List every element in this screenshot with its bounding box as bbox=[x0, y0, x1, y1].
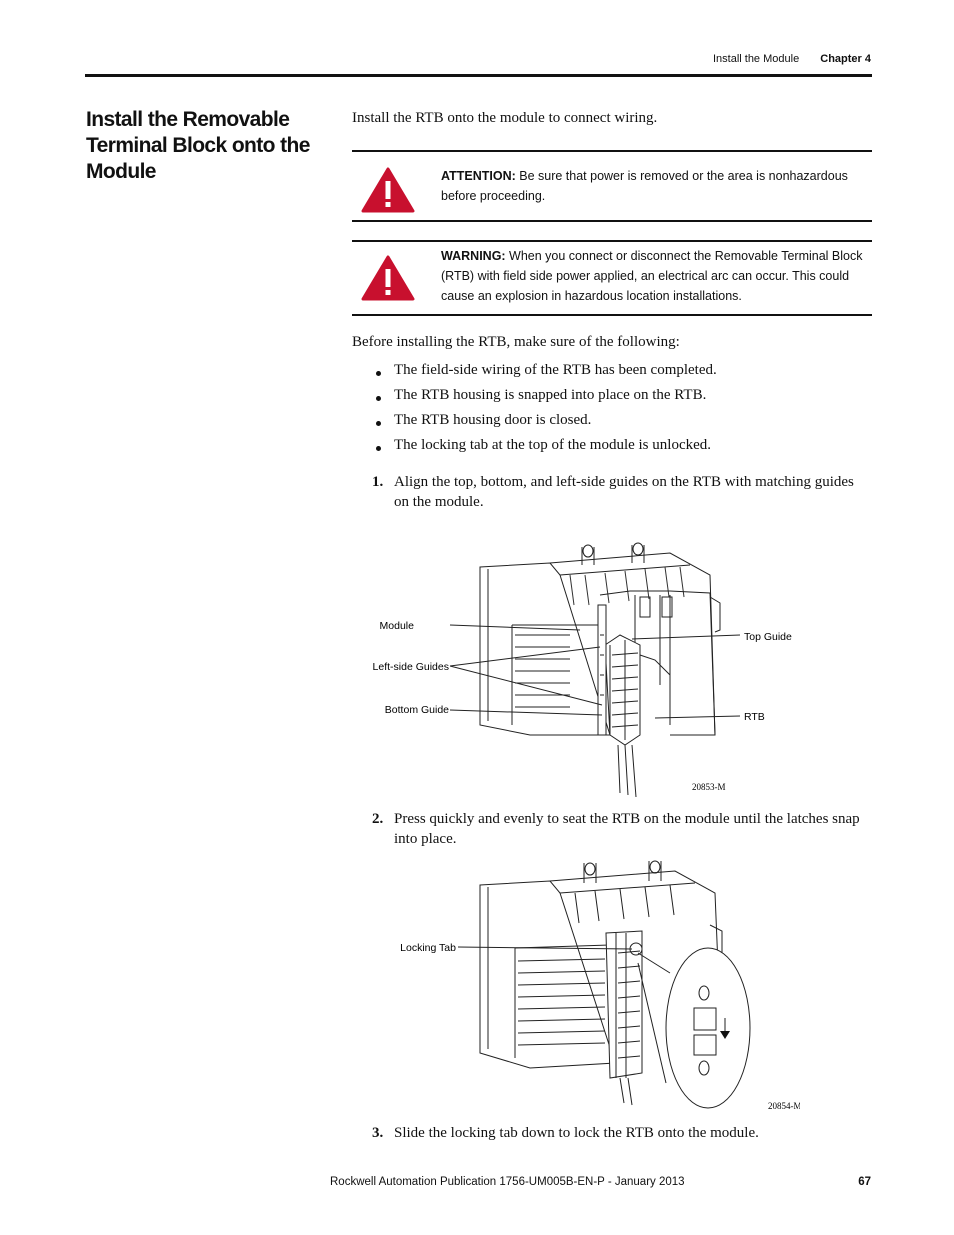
page-number: 67 bbox=[858, 1176, 871, 1188]
header-rule bbox=[85, 74, 872, 77]
warning-triangle-icon bbox=[360, 254, 416, 307]
figure-id: 20853-M bbox=[692, 782, 726, 792]
attention-label: ATTENTION: bbox=[441, 169, 516, 183]
warning-body: When you connect or disconnect the Removable Terminal Block (RTB) with field side power applied, an electrical arc can occur. This could cause an explosion in hazardous location installations. bbox=[441, 249, 863, 303]
attention-box bbox=[352, 150, 872, 222]
step-number: 1. bbox=[372, 474, 384, 490]
intro-text: Install the RTB onto the module to connect wiring. bbox=[352, 110, 658, 126]
label-bottom-guide: Bottom Guide bbox=[384, 704, 449, 716]
label-left-side-guides: Left-side Guides bbox=[372, 661, 449, 673]
attention-text bbox=[441, 166, 866, 206]
section-title: Install the Removable Terminal Block onto the Module bbox=[86, 108, 310, 183]
before-text: Before installing the RTB, make sure of the following: bbox=[352, 334, 680, 350]
figure-id: 20854-M bbox=[768, 1101, 800, 1111]
step-text: Align the top, bottom, and left-side guides on the RTB with matching guides on the module. bbox=[394, 474, 854, 510]
label-rtb: RTB bbox=[744, 711, 765, 723]
warning-text bbox=[441, 246, 866, 306]
running-header bbox=[695, 53, 871, 65]
label-locking-tab: Locking Tab bbox=[400, 942, 456, 954]
figure-rtb-alignment bbox=[370, 535, 800, 805]
step-1 bbox=[372, 472, 862, 512]
locking-tab-illustration bbox=[370, 853, 800, 1115]
warning-label: WARNING: bbox=[441, 249, 506, 263]
rtb-alignment-illustration bbox=[370, 535, 800, 800]
header-chapter: Chapter 4 bbox=[820, 53, 871, 65]
footer-publication: Rockwell Automation Publication 1756-UM005B-EN-P - January 2013 bbox=[330, 1176, 685, 1188]
step-number: 2. bbox=[372, 811, 384, 827]
attention-body: Be sure that power is removed or the area is nonhazardous before proceeding. bbox=[441, 169, 848, 203]
label-top-guide: Top Guide bbox=[744, 631, 792, 643]
step-text: Press quickly and evenly to seat the RTB on the module until the latches snap into place. bbox=[394, 811, 860, 847]
list-item: The RTB housing door is closed. bbox=[372, 412, 717, 437]
step-text: Slide the locking tab down to lock the RTB onto the module. bbox=[394, 1125, 759, 1141]
list-item: The field-side wiring of the RTB has been completed. bbox=[372, 362, 717, 387]
checklist bbox=[372, 362, 717, 462]
warning-box bbox=[352, 240, 872, 316]
list-item: The RTB housing is snapped into place on the RTB. bbox=[372, 387, 717, 412]
list-item: The locking tab at the top of the module is unlocked. bbox=[372, 437, 717, 462]
step-2 bbox=[372, 809, 862, 849]
step-3 bbox=[372, 1123, 862, 1143]
header-section: Install the Module bbox=[712, 53, 800, 65]
warning-triangle-icon bbox=[360, 166, 416, 219]
figure-locking-tab bbox=[370, 853, 800, 1120]
step-number: 3. bbox=[372, 1125, 384, 1141]
label-module: Module bbox=[379, 620, 414, 632]
